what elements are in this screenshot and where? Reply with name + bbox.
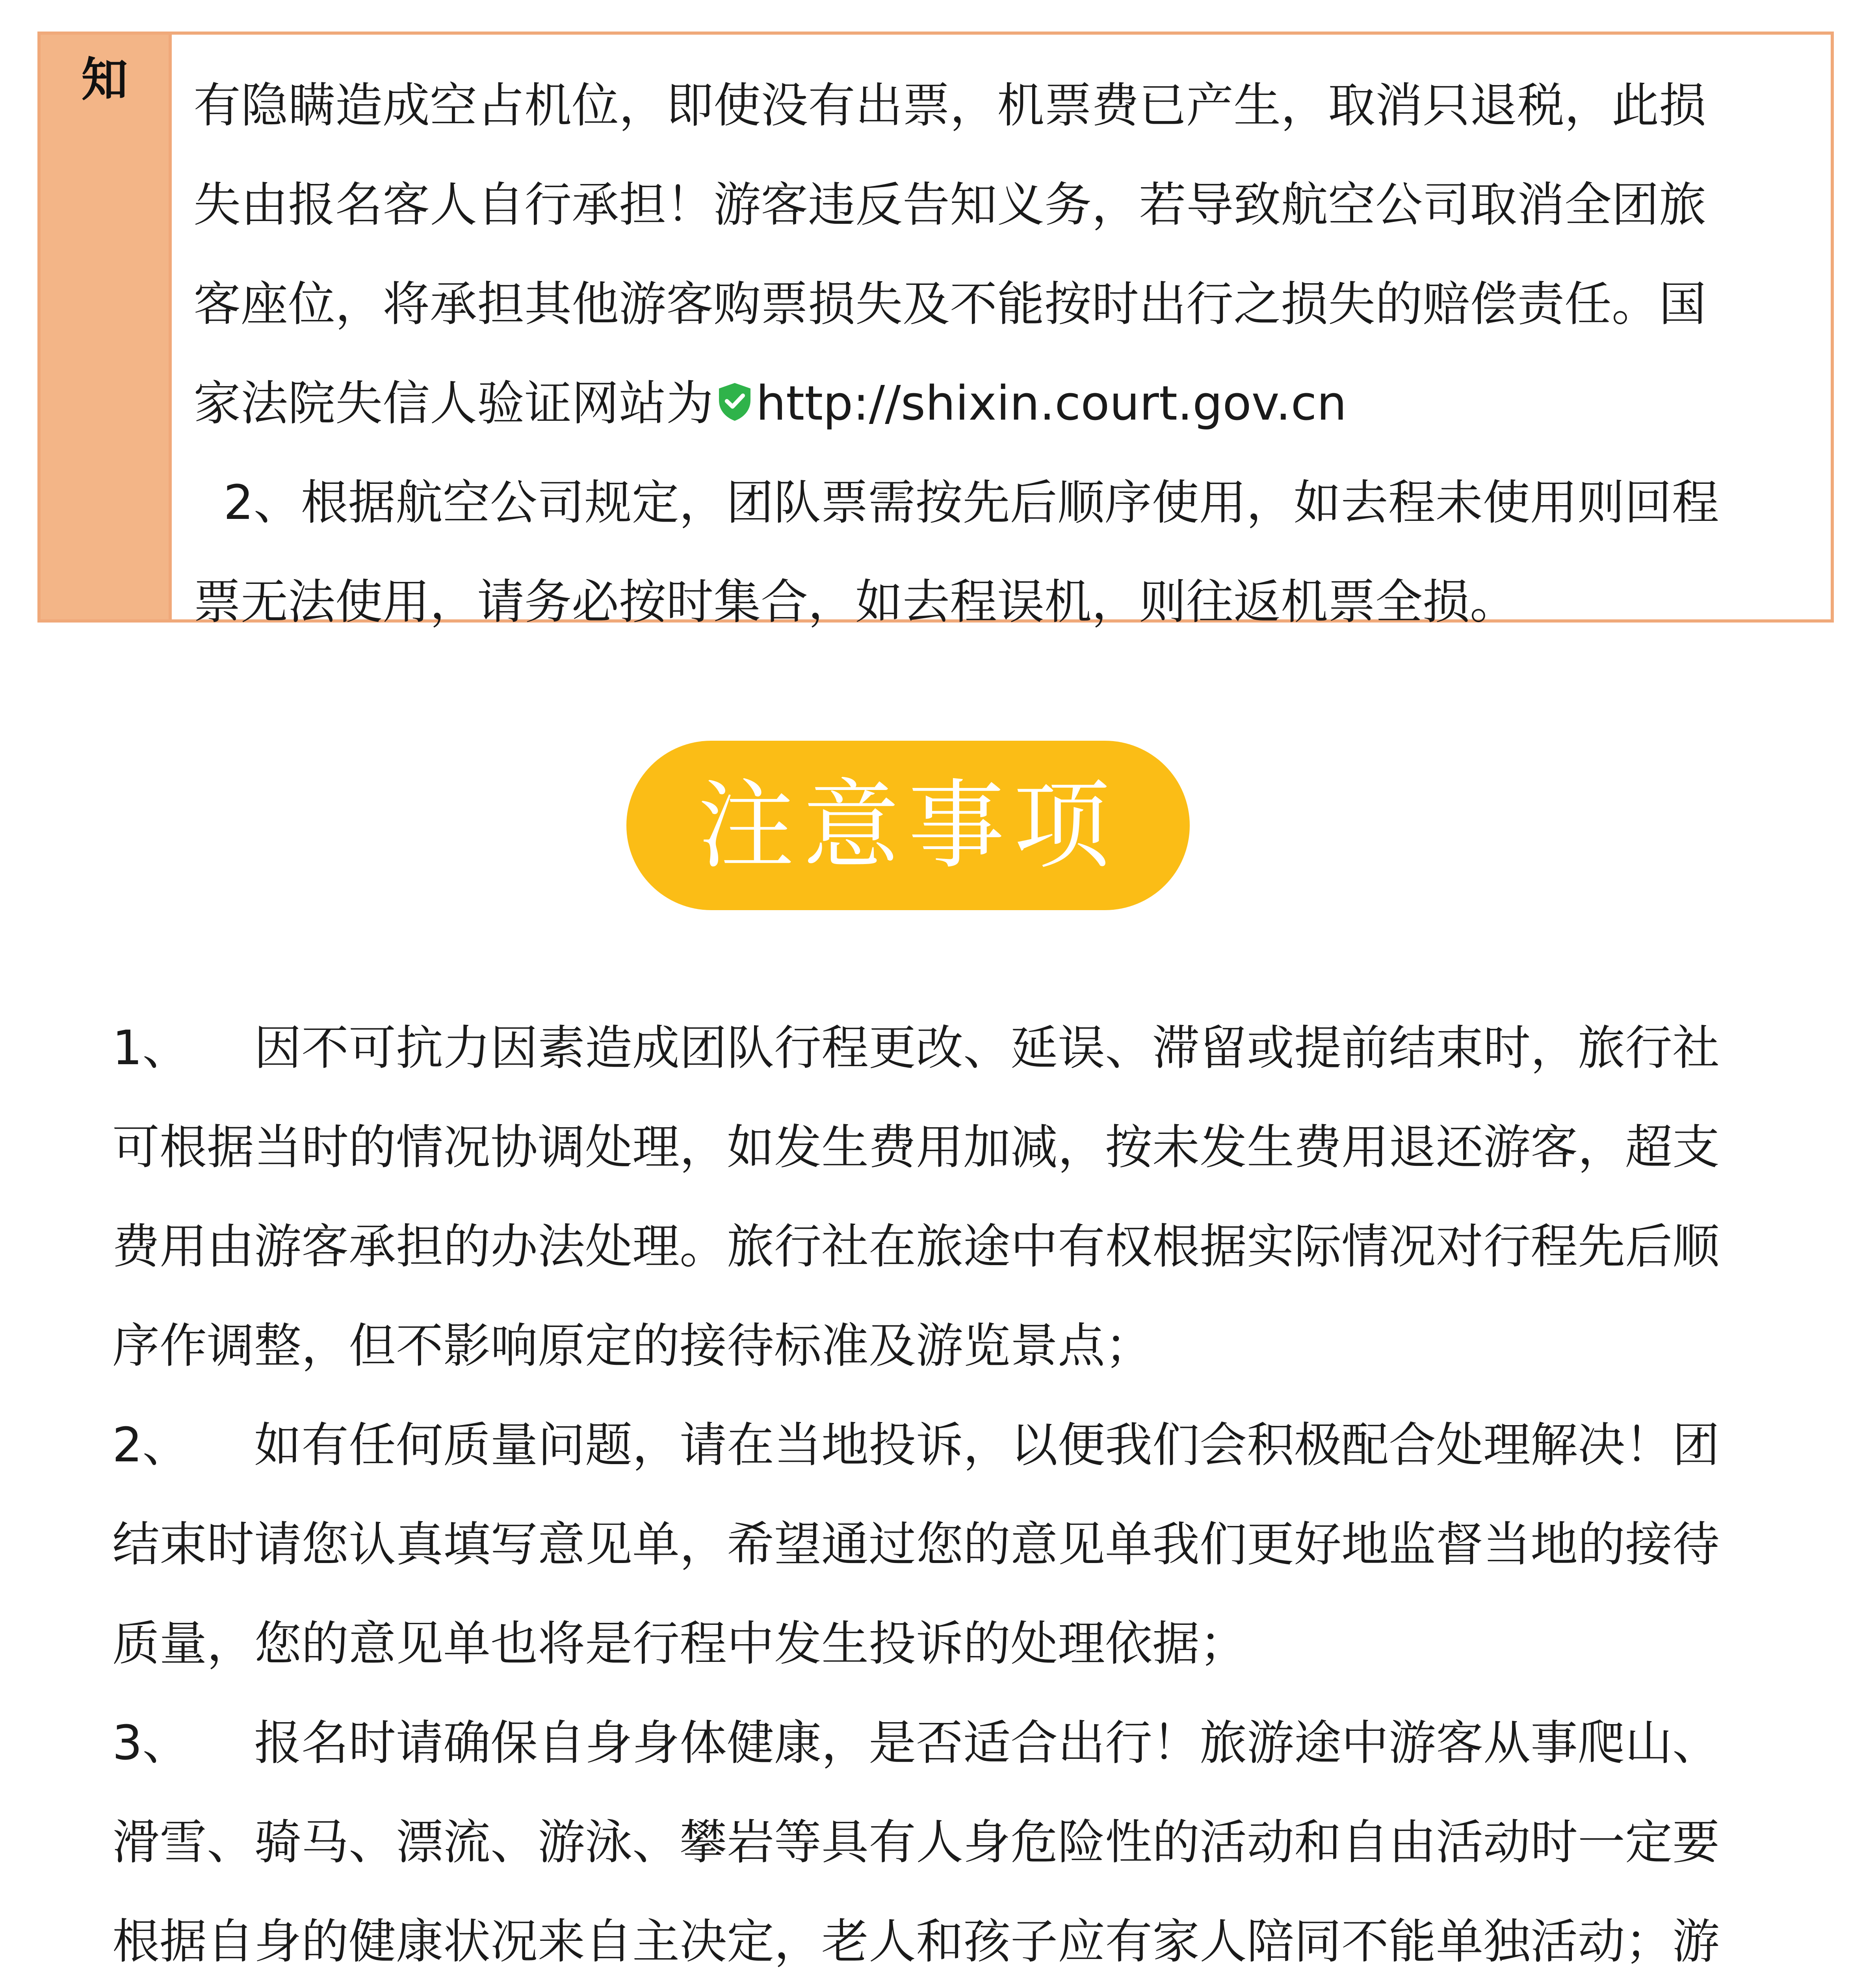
note-line: 费用由游客承担的办法处理。旅行社在旅途中有权根据实际情况对行程先后顺: [112, 1219, 1720, 1274]
note-item-1: [112, 999, 1822, 1396]
notice-rule2-line: 票无法使用，请务必按时集合，如去程误机，则往返机票全损。: [193, 575, 1517, 630]
notice-line: 客座位，将承担其他游客购票损失及不能按时出行之损失的赔偿责任。国: [193, 277, 1706, 332]
notice-line: 失由报名客人自行承担！游客违反告知义务，若导致航空公司取消全团旅: [193, 178, 1706, 232]
note-item-3: [112, 1694, 1822, 1970]
note-number: 2、: [112, 1418, 190, 1473]
note-line: 可根据当时的情况协调处理，如发生费用加减，按未发生费用退还游客，超支: [112, 1120, 1720, 1175]
notice-line: 有隐瞒造成空占机位，即使没有出票，机票费已产生，取消只退税，此损: [193, 78, 1706, 133]
note-first-line: [112, 1396, 1822, 1495]
notice-side-column: [41, 35, 172, 619]
note-item-2: [112, 1396, 1822, 1694]
notice-url-prefix: 家法院失信人验证网站为: [193, 376, 713, 431]
notice-table: [37, 32, 1834, 630]
notice-side-label: 知: [81, 52, 128, 107]
note-number: 3、: [112, 1716, 190, 1771]
note-first-text: 如有任何质量问题，请在当地投诉，以便我们会积极配合处理解决！团: [254, 1418, 1720, 1473]
shield-check-icon: [716, 357, 754, 399]
court-url-link[interactable]: http://shixin.court.gov.cn: [756, 376, 1347, 431]
note-first-line: [112, 1694, 1822, 1793]
note-first-text: 报名时请确保自身身体健康，是否适合出行！旅游途中游客从事爬山、: [254, 1716, 1720, 1771]
note-line: 序作调整，但不影响原定的接待标准及游览景点；: [112, 1319, 1152, 1373]
note-first-text: 因不可抗力因素造成团队行程更改、延误、滞留或提前结束时，旅行社: [254, 1021, 1720, 1076]
section-heading-title: 注意事项: [698, 769, 1118, 882]
notes-list: [112, 999, 1822, 1970]
section-heading-pill: [626, 741, 1190, 910]
note-first-line: [112, 999, 1822, 1098]
note-line: 质量，您的意见单也将是行程中发生投诉的处理依据；: [112, 1617, 1247, 1671]
note-line: 根据自身的健康状况来自主决定，老人和孩子应有家人陪同不能单独活动；游: [112, 1914, 1720, 1969]
note-line: 结束时请您认真填写意见单，希望通过您的意见单我们更好地监督当地的接待: [112, 1517, 1720, 1572]
notice-body: [172, 35, 1831, 630]
notice-url-line: [193, 354, 1807, 453]
note-number: 1、: [112, 1021, 190, 1076]
note-line: 滑雪、骑马、漂流、游泳、攀岩等具有人身危险性的活动和自由活动时一定要: [112, 1815, 1720, 1870]
notice-rule2-line: 2、根据航空公司规定，团队票需按先后顺序使用，如去程未使用则回程: [193, 476, 1719, 530]
